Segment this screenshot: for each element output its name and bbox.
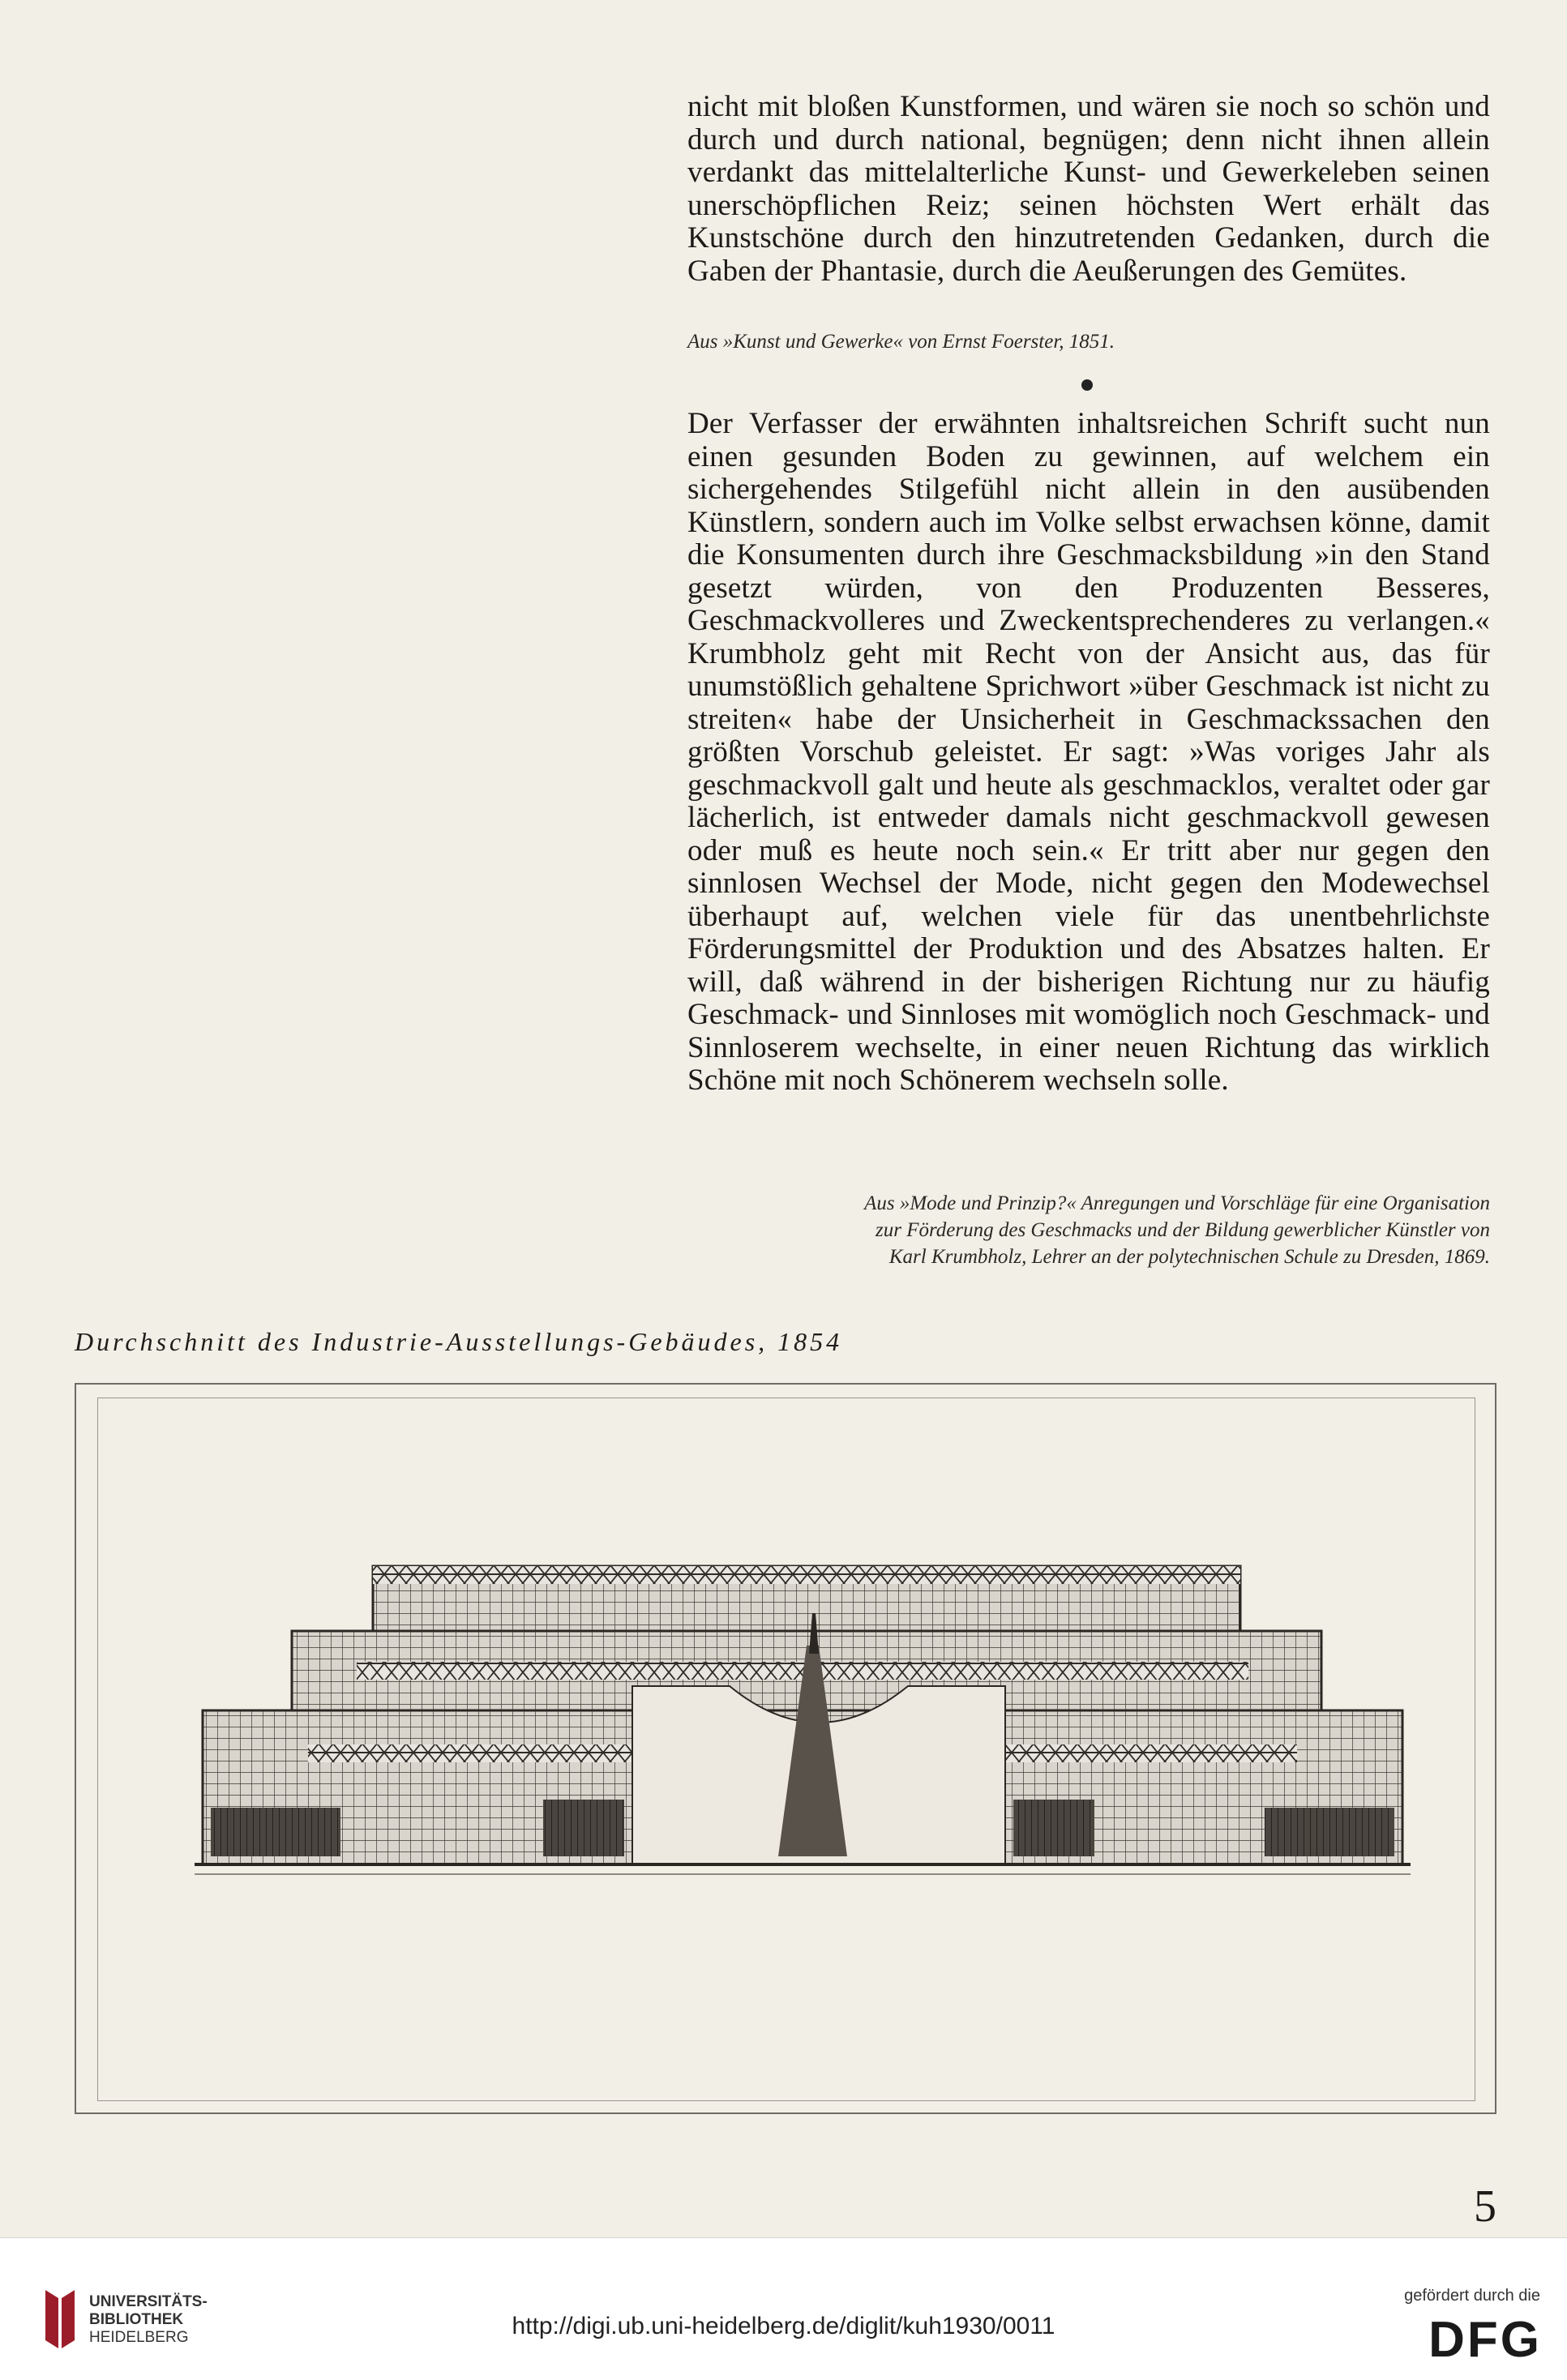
- figure-caption: Durchschnitt des Industrie-Ausstellungs-Gebäudes, 1854: [75, 1327, 843, 1356]
- viewer-footer: [0, 2237, 1567, 2380]
- source-citation-1: Aus »Kunst und Gewerke« von Ernst Foerster, 1851.: [687, 331, 1115, 353]
- paragraph-krumbholz: [687, 408, 1490, 1098]
- paragraph-foerster-quote: [687, 91, 1490, 288]
- source-citation-2: [687, 1190, 1490, 1270]
- section-divider-dot: [1081, 379, 1093, 391]
- permalink-url[interactable]: http://digi.ub.uni-heidelberg.de/diglit/kuh1930/0011: [512, 2313, 1055, 2339]
- library-name-line-3: HEIDELBERG: [89, 2329, 189, 2346]
- source-citation-2-line-3: Karl Krumbholz, Lehrer an der polytechnischen Schule zu Dresden, 1869.: [888, 1246, 1490, 1268]
- exhibition-building-illustration: [195, 1556, 1411, 1937]
- funding-note: gefördert durch die: [1404, 2287, 1540, 2305]
- source-citation-2-line-1: Aus »Mode und Prinzip?« Anregungen und Vorschläge für eine Organisation: [864, 1192, 1490, 1214]
- paragraph-1-text: nicht mit bloßen Kunstformen, und wären sie noch so schön und durch und durch national, begnügen; denn nicht ihnen allein verdankt das mittelalterliche Kunst- und Gewerkeleben seinen unerschöpflichen Reiz; seinen höchsten Wert erhält das Kunstschöne durch den hinzutretenden Gedanken, durch die Gaben der Phantasie, durch die Aeußerungen des Gemütes.: [687, 90, 1490, 288]
- paragraph-2-text: Der Verfasser der erwähnten inhaltsreichen Schrift sucht nun einen gesunden Boden zu gewinnen, auf welchem ein sichergehendes Stilgefühl nicht allein in den ausübenden Künstlern, sondern auch im Volke selbst erwachsen könne, damit die Konsumenten durch ihre Geschmacksbildung »in den Stand gesetzt würden, von den Produzenten Besseres, Geschmackvolleres und Zweckentsprechenderes zu verlangen.« Krumbholz geht mit Recht von der Ansicht aus, das für unumstößlich gehaltene Sprichwort »über Geschmack ist nicht zu streiten« habe der Unsicherheit in Geschmackssachen den größten Vorschub geleistet. Er sagt: »Was voriges Jahr als geschmackvoll galt und heute als geschmacklos, veraltet oder gar lächerlich, ist entweder damals nicht geschmackvoll gewesen oder muß es heute noch sein.« Er tritt aber nur gegen den sinnlosen Wechsel der Mode, nicht gegen den Modewechsel überhaupt auf, welchen viele für das unentbehrlichste Förderungsmittel der Produktion und des Absatzes halten. Er will, daß während in der bisherigen Richtung nur zu häufig Geschmack- und Sinnloses mit womöglich noch Geschmack- und Sinnloserem wechselte, in einer neuen Richtung das wirklich Schöne mit noch Schönerem wechseln solle.: [687, 407, 1490, 1097]
- dfg-logo: DFG: [1428, 2312, 1542, 2368]
- library-name-line-2: BIBLIOTHEK: [89, 2311, 184, 2328]
- source-citation-2-line-2: zur Förderung des Geschmacks und der Bildung gewerblicher Künstler von: [876, 1219, 1490, 1241]
- library-name-line-1: UNIVERSITÄTS-: [89, 2293, 208, 2310]
- page-number: 5: [1474, 2181, 1496, 2232]
